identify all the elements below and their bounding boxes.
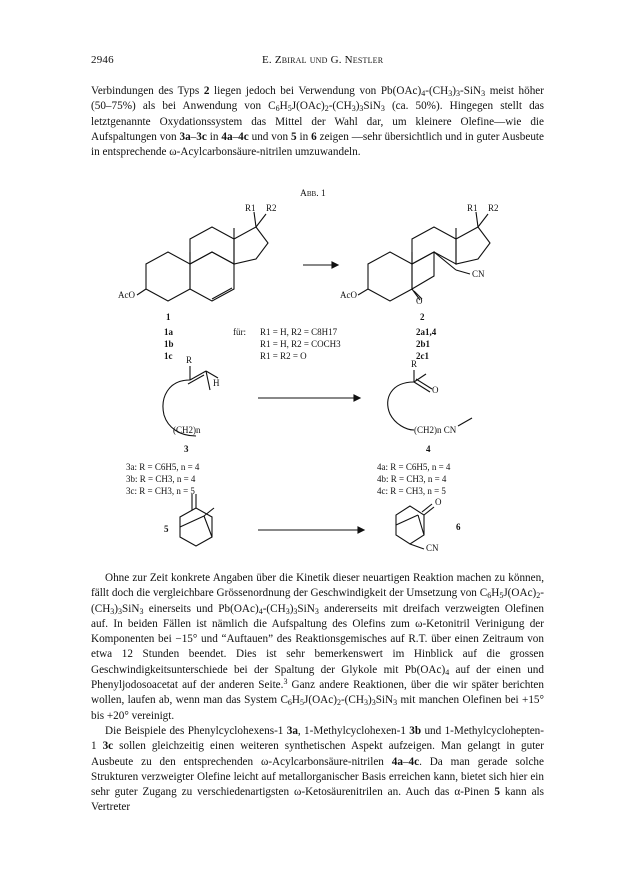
running-authors: E. Zbiral und G. Nestler <box>262 54 384 66</box>
row-1a-def: R1 = H, R2 = C8H17 <box>260 327 338 337</box>
label-aco-right: AcO <box>340 290 357 300</box>
figure-title: Abb. 1 <box>300 189 326 199</box>
row-1b-def: R1 = H, R2 = COCH3 <box>260 339 341 349</box>
label-ch2n-3: (CH2)n <box>173 425 201 435</box>
page-number: 2946 <box>91 54 114 66</box>
row-3b: 3b: R = CH3, n = 4 <box>126 474 196 484</box>
row-2c: 2c1 <box>416 351 429 361</box>
label-r-4: R <box>411 359 418 369</box>
row-3a: 3a: R = C6H5, n = 4 <box>126 462 200 472</box>
label-r-3: R <box>186 355 193 365</box>
compound-1: 1 <box>166 312 171 322</box>
label-r1-left: R1 <box>245 203 256 213</box>
label-aco-left: AcO <box>118 290 135 300</box>
steroid-structure-1 <box>137 212 268 301</box>
row-2a: 2a1,4 <box>416 327 437 337</box>
compound-6: 6 <box>456 522 461 532</box>
label-o-6: O <box>435 497 442 507</box>
paragraph-2-text: Ohne zur Zeit konkrete Angaben über die Kinetik dieser neuartigen Reaktion machen zu können, fällt doch die vergleichbare Grössenordnung der Geschwindigkeit der Umsetzung von $C_6H_5J(OAc)_2-(CH_3)_3SiN_3$ einerseits und $Pb(OAc)_4-(CH_3)_3SiN_3$ andererseits mit dreifach verzweigten Olefinen auf. In beiden Fällen ist nämlich die Aufspaltung des Olefins zum ω-Ketonitril Verinigung der Komponenten bei −15° und “Auftauen” des Reaktionsgemisches auf R.T. über einen Zeitraum von etwa 12 Stunden beendet. Dies ist sehr bemerkenswert im Hinblick auf die grossen Geschwindigkeitsunterschiede bei der Spaltung der Glykole mit $Pb(OAc)_4$ auf der einen und Phenyljodosoacetat auf der anderen Seite.$^3$ Ganz andere Reaktionen, über die wir später berichten wollen, laufen ab, wenn man das System $C_6H_5J(OAc)_2-(CH_3)_3SiN_3$ mit manchen Olefinen bei +15° bis +20° vereinigt. <box>91 572 545 722</box>
paragraph-3-text: Die Beispiele des Phenylcyclohexens-1 3a, 1-Methylcyclohexen-1 3b und 1-Methylcyclohepten-1 3c sollen gleichzeitig einen weiteren synthetischen Aspekt aufzeigen. Man gelangt in guter Ausbeute zu den entsprechenden ω-Acylcarbonsäure-nitrilen 4a–4c. Da man gerade solche Strukturen verzweigter Olefine leicht auf metallorganischer Basis erreichen kann, bietet sich hier ein sehr guter Zugang zu verschiedenartigsten ω-Ketosäurenitrilen an. Auch das α-Pinen 5 kann als Vertreter <box>91 724 544 814</box>
paragraph-2 <box>91 571 544 816</box>
label-r2-left: R2 <box>266 203 277 213</box>
label-o-2: O <box>416 296 423 306</box>
row-2b: 2b1 <box>416 339 431 349</box>
ketonitrile-structure-4 <box>388 370 472 430</box>
compound-5: 5 <box>164 524 169 534</box>
paragraph-1-text: Verbindungen des Typs 2 liegen jedoch bei Verwendung von $Pb(OAc)_4-(CH_3)_3-SiN_3$ meist höher (50–75%) als bei Anwendung von $C_6H_5J(OAc)_2-(CH_3)_3SiN_3$ (ca. 50%). Hingegen stellt das letztgenannte Oxydationssystem das Mittel der Wahl dar, um kleinere Olefine—wie die Aufspaltungen von 3a–3c in 4a–4c und von 5 in 6 zeigen —sehr übersichtlich und in guter Ausbeute in entsprechende ω-Acylcarbonsäure-nitrilen umzuwandeln. <box>91 85 545 159</box>
label-cn-6: CN <box>426 543 439 553</box>
row-4c: 4c: R = CH3, n = 5 <box>377 486 446 496</box>
label-r1-right: R1 <box>467 203 478 213</box>
row-4a: 4a: R = C6H5, n = 4 <box>377 462 451 472</box>
compound-3: 3 <box>184 444 189 454</box>
label-h-3: H <box>213 378 220 388</box>
row-3c: 3c: R = CH3, n = 5 <box>126 486 195 496</box>
pinene-structure-5 <box>180 494 214 546</box>
row-1b-id: 1b <box>164 339 174 349</box>
row-1a-id: 1a <box>164 327 173 337</box>
compound-2: 2 <box>420 312 425 322</box>
steroid-structure-2 <box>358 212 490 301</box>
label-r2-right: R2 <box>488 203 499 213</box>
row-1c-def: R1 = R2 = O <box>260 351 307 361</box>
fuer-label: für: <box>233 327 246 337</box>
label-ch2n-cn-4: (CH2)n CN <box>414 425 457 435</box>
row-1c-id: 1c <box>164 351 173 361</box>
compound-4: 4 <box>426 444 431 454</box>
label-o-4: O <box>432 385 439 395</box>
label-cn-2: CN <box>472 269 485 279</box>
row-4b: 4b: R = CH3, n = 4 <box>377 474 447 484</box>
